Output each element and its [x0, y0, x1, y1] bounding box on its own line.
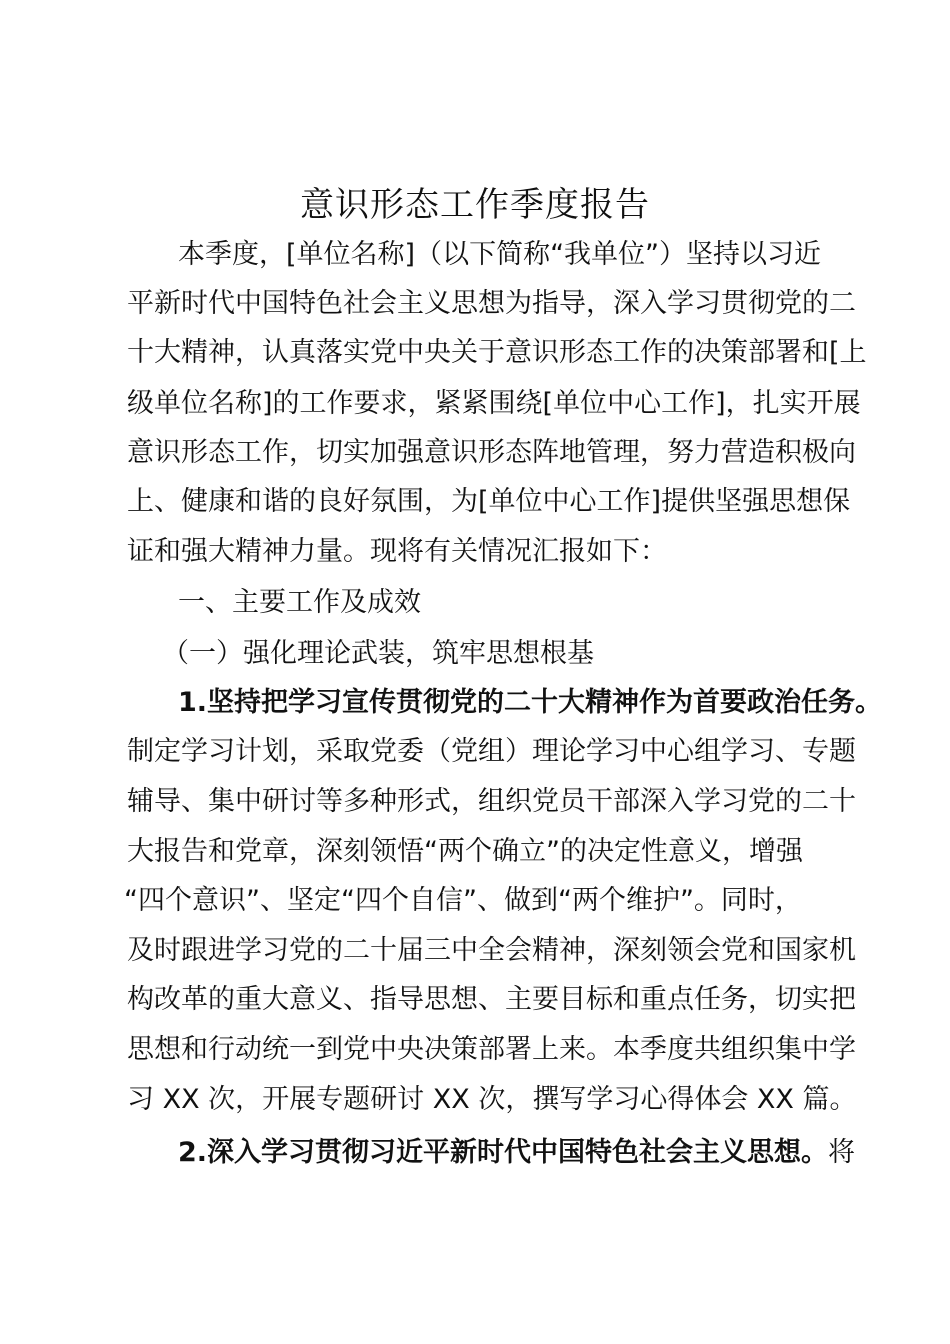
paragraph-line: 级单位名称]的工作要求，紧紧围绕[单位中心工作]，扎实开展 [127, 388, 861, 419]
item-heading-bold: 1.坚持把学习宣传贯彻党的二十大精神作为首要政治任务。 [178, 687, 883, 718]
paragraph-line: 制定学习计划，采取党委（党组）理论学习中心组学习、专题 [127, 736, 856, 767]
paragraph-line: “四个意识”、坚定“四个自信”、做到“两个维护”。同时， [124, 885, 802, 916]
paragraph-line: 证和强大精神力量。现将有关情况汇报如下： [127, 536, 667, 567]
item-text-start: 将 [828, 1137, 856, 1168]
item-heading-bold: 2.深入学习贯彻习近平新时代中国特色社会主义思想。 [178, 1137, 829, 1168]
document-title: 意识形态工作季度报告 [300, 185, 650, 225]
paragraph-line: 大报告和党章，深刻领悟“两个确立”的决定性意义，增强 [127, 836, 803, 867]
subsection-heading: （一）强化理论武装，筑牢思想根基 [162, 638, 594, 669]
paragraph-line: 十大精神，认真落实党中央关于意识形态工作的决策部署和[上 [127, 337, 867, 368]
paragraph-line: 意识形态工作，切实加强意识形态阵地管理，努力营造积极向 [127, 437, 856, 468]
paragraph-line: 本季度，[单位名称]（以下简称“我单位”）坚持以习近 [178, 239, 822, 270]
section-heading: 一、主要工作及成效 [178, 587, 421, 618]
paragraph-line: 辅导、集中研讨等多种形式，组织党员干部深入学习党的二十 [127, 786, 856, 817]
item-heading-line [178, 1133, 855, 1173]
paragraph-line: 及时跟进学习党的二十届三中全会精神，深刻领会党和国家机 [127, 935, 856, 966]
paragraph-line: 习 XX 次，开展专题研讨 XX 次，撰写学习心得体会 XX 篇。 [127, 1084, 857, 1115]
paragraph-line: 思想和行动统一到党中央决策部署上来。本季度共组织集中学 [127, 1034, 856, 1065]
paragraph-line: 构改革的重大意义、指导思想、主要目标和重点任务，切实把 [127, 984, 856, 1015]
paragraph-line: 上、健康和谐的良好氛围，为[单位中心工作]提供坚强思想保 [127, 486, 851, 517]
paragraph-line: 平新时代中国特色社会主义思想为指导，深入学习贯彻党的二 [127, 288, 856, 319]
